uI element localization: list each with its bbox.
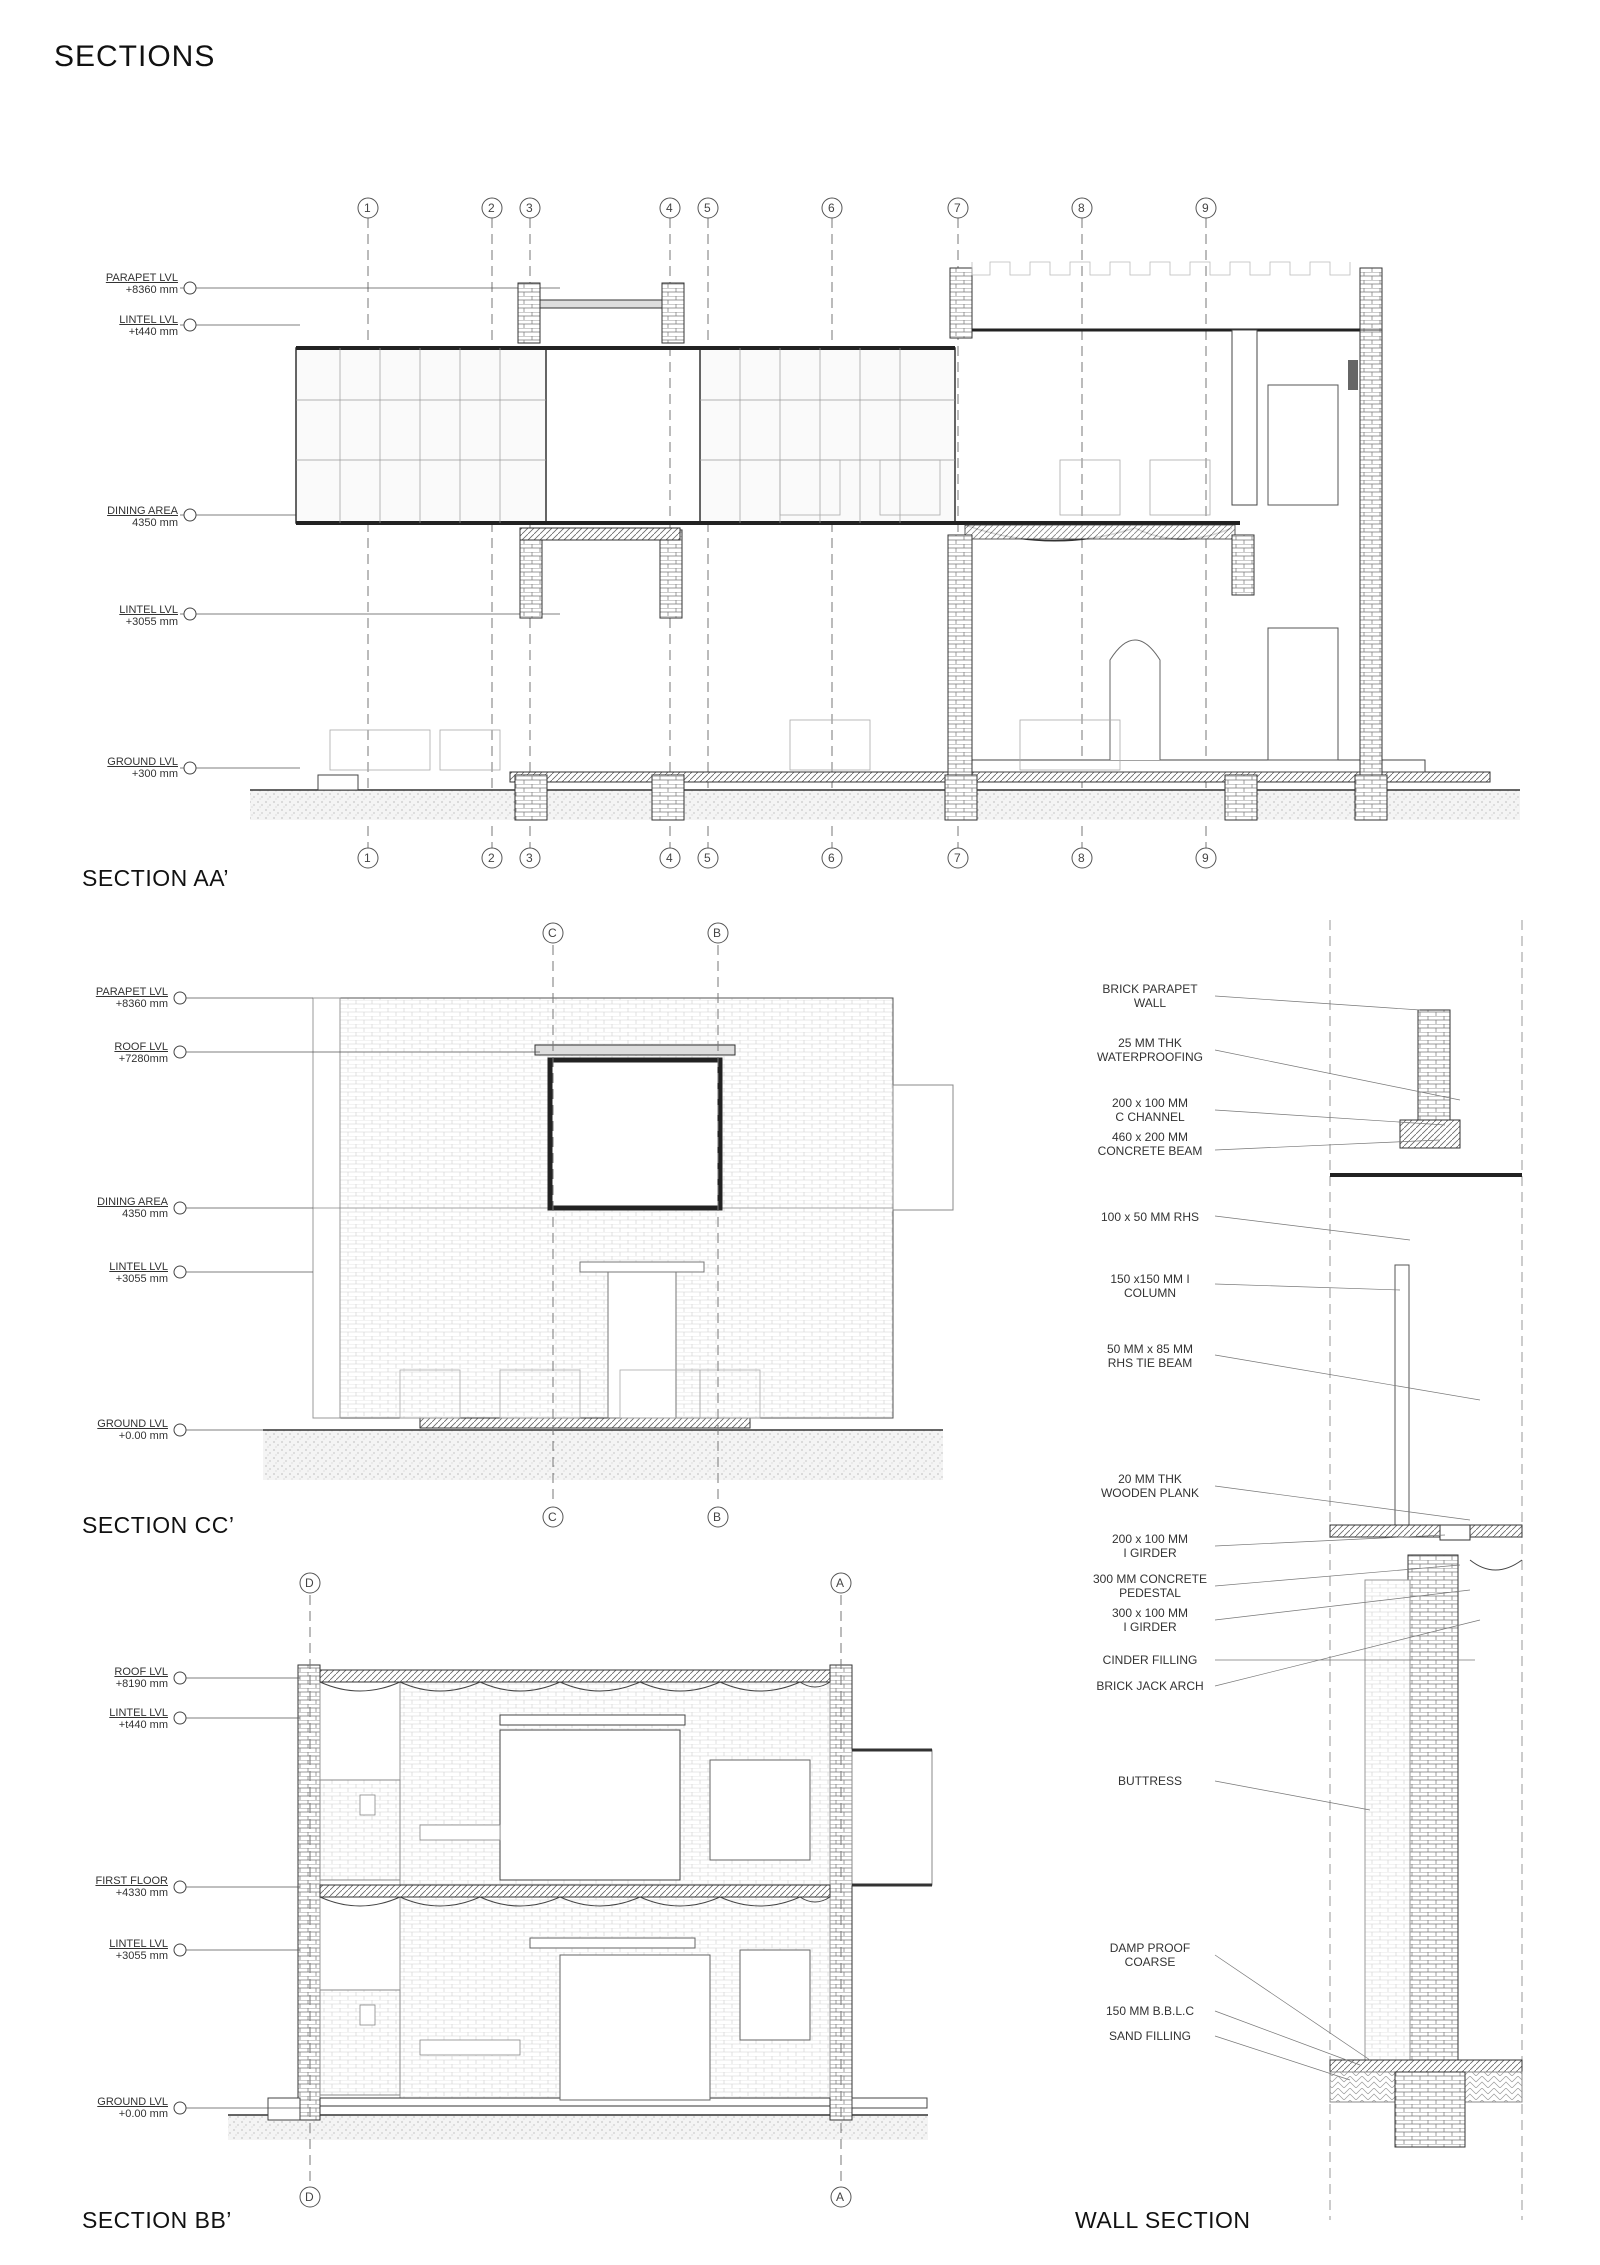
note-sand-filling: SAND FILLING — [1108, 2029, 1192, 2043]
note-c-channel: 200 x 100 MM C CHANNEL — [1111, 1096, 1189, 1124]
note-wooden-plank: 20 MM THK WOODEN PLANK — [1100, 1472, 1199, 1500]
note-rhs-tie-beam: 50 MM x 85 MM RHS TIE BEAM — [1106, 1342, 1193, 1370]
note-brick-parapet: BRICK PARAPET WALL — [1102, 982, 1198, 1010]
note-rhs: 100 x 50 MM RHS — [1100, 1210, 1200, 1224]
cc-level-lintel: LINTEL LVL +3055 mm — [109, 1261, 168, 1285]
aa-grid-1-top: 1 — [364, 201, 371, 215]
note-i-girder-small: 200 x 100 MM I GIRDER — [1111, 1532, 1189, 1560]
aa-grid-8-bottom: 8 — [1078, 851, 1085, 865]
note-concrete-beam: 460 x 200 MM CONCRETE BEAM — [1097, 1130, 1203, 1158]
aa-grid-8-top: 8 — [1078, 201, 1085, 215]
aa-grid-4-bottom: 4 — [666, 851, 673, 865]
aa-grid-6-top: 6 — [828, 201, 835, 215]
aa-grid-7-top: 7 — [954, 201, 961, 215]
aa-grid-5-bottom: 5 — [704, 851, 711, 865]
bb-level-ground: GROUND LVL +0.00 mm — [97, 2096, 168, 2120]
bb-level-first-floor: FIRST FLOOR +4330 mm — [95, 1875, 168, 1899]
note-damp-proof: DAMP PROOF COARSE — [1109, 1941, 1191, 1969]
cc-grid-b-top: B — [713, 926, 722, 940]
aa-grid-7-bottom: 7 — [954, 851, 961, 865]
aa-grid-3-bottom: 3 — [526, 851, 533, 865]
aa-level-parapet: PARAPET LVL +8360 mm — [105, 272, 178, 296]
bb-level-lintel-lower: LINTEL LVL +3055 mm — [109, 1938, 168, 1962]
bb-grid-a-top: A — [836, 1576, 845, 1590]
cc-grid-c-bottom: C — [548, 1510, 557, 1524]
aa-grid-9-bottom: 9 — [1202, 851, 1209, 865]
section-bb-title: SECTION BB’ — [82, 2207, 232, 2233]
note-bblc: 150 MM B.B.L.C — [1105, 2004, 1195, 2018]
bb-level-roof: ROOF LVL +8190 mm — [114, 1666, 168, 1690]
aa-level-ground: GROUND LVL +300 mm — [107, 756, 178, 780]
section-cc-drawing — [174, 923, 953, 1527]
cc-grid-b-bottom: B — [713, 1510, 722, 1524]
cc-level-roof: ROOF LVL +7280mm — [114, 1041, 168, 1065]
wall-section-title: WALL SECTION — [1075, 2207, 1251, 2233]
bb-level-lintel-upper: LINTEL LVL +t440 mm — [109, 1707, 168, 1731]
aa-grid-6-bottom: 6 — [828, 851, 835, 865]
bb-grid-a-bottom: A — [836, 2190, 845, 2204]
section-aa-drawing — [180, 198, 1520, 868]
cc-level-dining: DINING AREA 4350 mm — [97, 1196, 168, 1220]
note-buttress: BUTTRESS — [1117, 1774, 1182, 1788]
note-i-column: 150 x150 MM I COLUMN — [1110, 1272, 1190, 1300]
note-cinder-filling: CINDER FILLING — [1102, 1653, 1198, 1667]
aa-grid-5-top: 5 — [704, 201, 711, 215]
section-aa-title: SECTION AA’ — [82, 865, 229, 891]
aa-grid-2-bottom: 2 — [488, 851, 495, 865]
aa-grid-9-top: 9 — [1202, 201, 1209, 215]
bb-grid-d-bottom: D — [305, 2190, 314, 2204]
aa-level-lintel-upper: LINTEL LVL +t440 mm — [119, 314, 178, 338]
note-waterproofing: 25 MM THK WATERPROOFING — [1097, 1036, 1203, 1064]
note-brick-jack-arch: BRICK JACK ARCH — [1096, 1679, 1204, 1693]
cc-grid-c-top: C — [548, 926, 557, 940]
cc-level-ground: GROUND LVL +0.00 mm — [97, 1418, 168, 1442]
page-title: SECTIONS — [54, 40, 216, 73]
aa-grid-3-top: 3 — [526, 201, 533, 215]
note-i-girder-large: 300 x 100 MM I GIRDER — [1111, 1606, 1189, 1634]
wall-section-drawing — [1215, 920, 1522, 2220]
section-cc-title: SECTION CC’ — [82, 1512, 235, 1538]
aa-level-lintel-lower: LINTEL LVL +3055 mm — [119, 604, 178, 628]
aa-level-dining: DINING AREA 4350 mm — [107, 505, 178, 529]
aa-grid-4-top: 4 — [666, 201, 673, 215]
aa-grid-1-bottom: 1 — [364, 851, 371, 865]
note-concrete-pedestal: 300 MM CONCRETE PEDESTAL — [1092, 1572, 1208, 1600]
bb-grid-d-top: D — [305, 1576, 314, 1590]
cc-level-parapet: PARAPET LVL +8360 mm — [95, 986, 168, 1010]
aa-grid-2-top: 2 — [488, 201, 495, 215]
section-bb-drawing — [174, 1573, 932, 2207]
